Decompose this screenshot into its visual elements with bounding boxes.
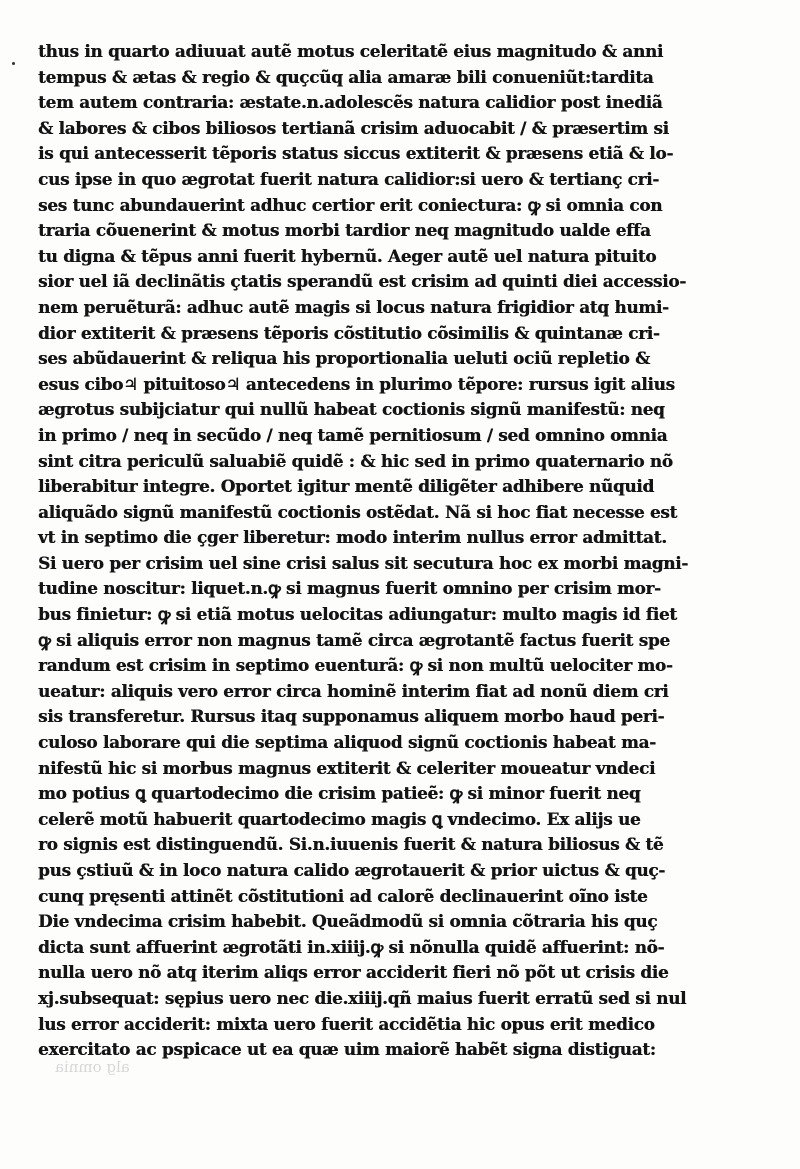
- text-line: sint citra periculũ saluabiẽ quidẽ : & hic sed in primo quaternario nõ: [38, 451, 673, 472]
- text-line: liberabitur integre. Oportet igitur mentẽ diligẽter adhibere nũquid: [38, 477, 654, 498]
- text-line: culoso laborare qui die septima aliquod signũ coctionis habeat ma-: [38, 733, 656, 754]
- text-line: mo potius ꝗ quartodecimo die crisim patieẽ: ꝙ si minor fuerit neq: [38, 784, 641, 805]
- text-line: tudine noscitur: liquet.n.ꝙ si magnus fuerit omnino per crisim mor-: [38, 579, 661, 600]
- text-line: nifestũ hic si morbus magnus extiterit & celeriter moueatur vndeci: [38, 758, 656, 779]
- text-line: tem autem contraria: æstate.n.adolescẽs natura calidior post inediã: [38, 93, 663, 114]
- text-line: & labores & cibos biliosos tertianã crisim aduocabit / & præsertim si: [38, 118, 669, 139]
- text-line: cunq pręsenti attinẽt cõstitutioni ad calorẽ declinauerint oĩno iste: [38, 886, 648, 907]
- text-line: tu digna & tẽpus anni fuerit hybernũ. Aeger autẽ uel natura pituito: [38, 246, 657, 267]
- text-line: is qui antecesserit tẽporis status siccus extiterit & præsens etiã & lo-: [38, 144, 674, 165]
- text-line: xj.subsequat: sępius uero nec die.xiiij.qñ maius fuerit erratũ sed si nul: [38, 988, 687, 1009]
- text-line: sis transferetur. Rursus itaq supponamus aliquem morbo haud peri-: [38, 707, 665, 728]
- text-line: exercitato ac pspicace ut ea quæ uim maiorẽ habẽt signa distiguat:: [38, 1040, 656, 1061]
- text-line: ægrotus subijciatur qui nullũ habeat coctionis signũ manifestũ: neq: [38, 400, 665, 421]
- text-line: sior uel iã declinãtis çtatis sperandũ est crisim ad quinti diei accessio-: [38, 272, 686, 293]
- text-line: randum est crisim in septimo euenturã: ꝙ si non multũ uelociter mo-: [38, 656, 673, 677]
- text-line: celerẽ motũ habuerit quartodecimo magis ꝗ vndecimo. Ex alijs ue: [38, 809, 641, 830]
- text-line: ro signis est distinguendũ. Si.n.iuuenis fuerit & natura biliosus & tẽ: [38, 835, 664, 856]
- text-line: cus ipse in quo ægrotat fuerit natura calidior:si uero & tertianç cri-: [38, 169, 659, 190]
- text-line: nulla uero nõ atq iterim aliqs error acciderit fieri nõ põt ut crisis die: [38, 963, 669, 984]
- show-through-text: alg omnia: [55, 1058, 130, 1076]
- text-line: dicta sunt affuerint ægrotãti in.xiiij.ꝙ si nõnulla quidẽ affuerint: nõ-: [38, 937, 665, 958]
- text-line: bus finietur: ꝙ si etiã motus uelocitas adiungatur: multo magis id fiet: [38, 605, 677, 626]
- text-line: traria cõuenerint & motus morbi tardior neq magnitudo ualde effa: [38, 221, 651, 242]
- text-line: ses tunc abundauerint adhuc certior erit coniectura: ꝙ si omnia con: [38, 195, 663, 216]
- text-line: Si uero per crisim uel sine crisi salus sit secutura hoc ex morbi magni-: [38, 553, 689, 574]
- text-line: lus error acciderit: mixta uero fuerit accidẽtia hic opus erit medico: [38, 1014, 655, 1035]
- text-line: thus in quarto adiuuat autẽ motus celeritatẽ eius magnitudo & anni: [38, 42, 664, 62]
- text-line: pus çstiuũ & in loco natura calido ægrotauerit & prior uictus & quç-: [38, 861, 666, 881]
- text-line: aliquãdo signũ manifestũ coctionis ostẽdat. Nã si hoc fiat necesse est: [38, 502, 678, 523]
- text-line: ses abũdauerint & reliqua his proportionalia ueluti ociũ repletio &: [38, 349, 650, 370]
- text-line: esus cibo♃ pituitoso♃ antecedens in plurimo tẽpore: rursus igit alius: [38, 374, 675, 395]
- text-line: ueatur: aliquis vero error circa hominẽ interim fiat ad nonũ diem cri: [38, 681, 669, 702]
- text-line: in primo / neq in secũdo / neq tamẽ pernitiosum / sed omnino omnia: [38, 425, 668, 446]
- body-text: [38, 40, 718, 1064]
- text-line: vt in septimo die çger liberetur: modo interim nullus error admittat.: [38, 528, 667, 549]
- text-line: Die vndecima crisim habebit. Queãdmodũ si omnia cõtraria his quç: [38, 912, 658, 933]
- ink-speck: [12, 62, 15, 65]
- text-line: tempus & ætas & regio & quçcũq alia amaræ bili conueniũt:tardita: [38, 67, 654, 88]
- text-line: dior extiterit & præsens tẽporis cõstitutio cõsimilis & quintanæ cri-: [38, 323, 660, 344]
- text-line: ꝙ si aliquis error non magnus tamẽ circa ægrotantẽ factus fuerit spe: [38, 630, 670, 651]
- text-line: nem peruẽturã: adhuc autẽ magis si locus natura frigidior atq humi-: [38, 297, 669, 318]
